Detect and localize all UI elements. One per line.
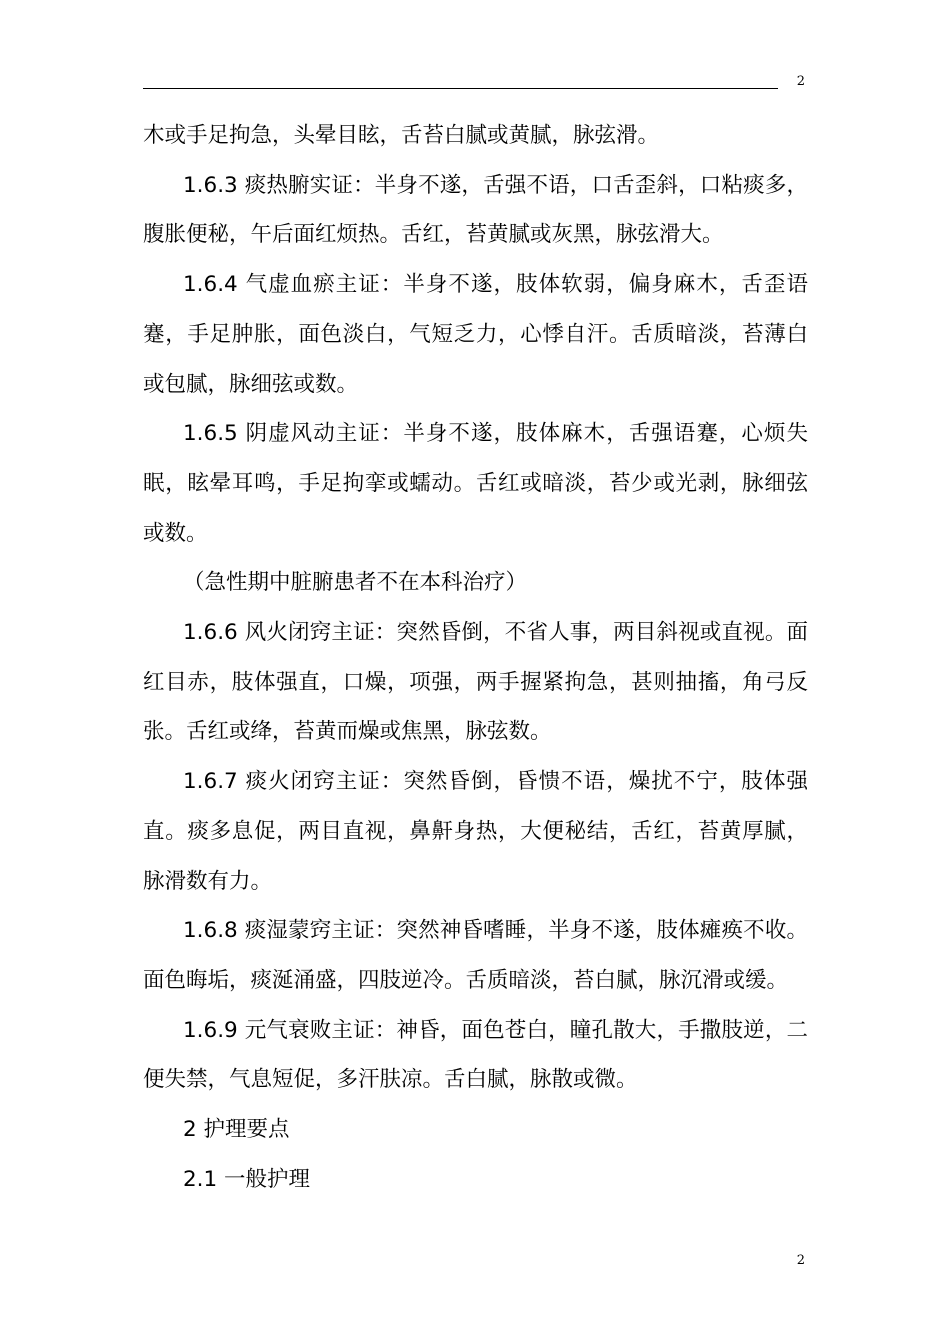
paragraph-5: 1.6.6 风火闭窍主证：突然昏倒，不省人事，两目斜视或直视。面红目赤，肢体强直，口燥，项强，两手握紧拘急，甚则抽搐，角弓反张。舌红或绛，苔黄而燥或焦黑，脉弦数。 (143, 620, 808, 745)
paragraph-0: 木或手足拘急，头晕目眩，舌苔白腻或黄腻，脉弦滑。 (143, 123, 660, 148)
section-heading: 2 护理要点 (183, 1117, 290, 1143)
paragraph-6: 1.6.7 痰火闭窍主证：突然昏倒，昏愦不语，燥扰不宁，肢体强直。痰多息促，两目直视，鼻鼾身热，大便秘结，舌红，苔黄厚腻，脉滑数有力。 (143, 769, 808, 894)
paragraph-1: 1.6.3 痰热腑实证：半身不遂，舌强不语，口舌歪斜，口粘痰多，腹胀便秘，午后面红烦热。舌红，苔黄腻或灰黑，脉弦滑大。 (143, 172, 808, 248)
footer-page-number: 2 (796, 1253, 805, 1268)
paragraph-7: 1.6.8 痰湿蒙窍主证：突然神昏嗜睡，半身不遂，肢体瘫痪不收。面色晦垢，痰涎涌盛，四肢逆冷。舌质暗淡，苔白腻，脉沉滑或缓。 (143, 918, 808, 993)
header-page-number: 2 (796, 74, 805, 89)
subsection-heading: 2.1 一般护理 (183, 1166, 311, 1192)
paragraph-4: （急性期中脏腑患者不在本科治疗） (183, 570, 528, 596)
paragraph-3: 1.6.5 阴虚风动主证：半身不遂，肢体麻木，舌强语蹇，心烦失眠，眩晕耳鸣，手足拘挛或蠕动。舌红或暗淡，苔少或光剥，脉细弦或数。 (143, 421, 808, 546)
paragraph-2: 1.6.4 气虚血瘀主证：半身不遂，肢体软弱，偏身麻木，舌歪语蹇，手足肿胀，面色淡白，气短乏力，心悸自汗。舌质暗淡，苔薄白或包腻，脉细弦或数。 (143, 272, 808, 397)
paragraph-8: 1.6.9 元气衰败主证：神昏，面色苍白，瞳孔散大，手撒肢逆，二便失禁，气息短促，多汗肤凉。舌白腻，脉散或微。 (143, 1017, 808, 1093)
document-body (143, 111, 808, 1204)
header-rule (143, 88, 778, 89)
